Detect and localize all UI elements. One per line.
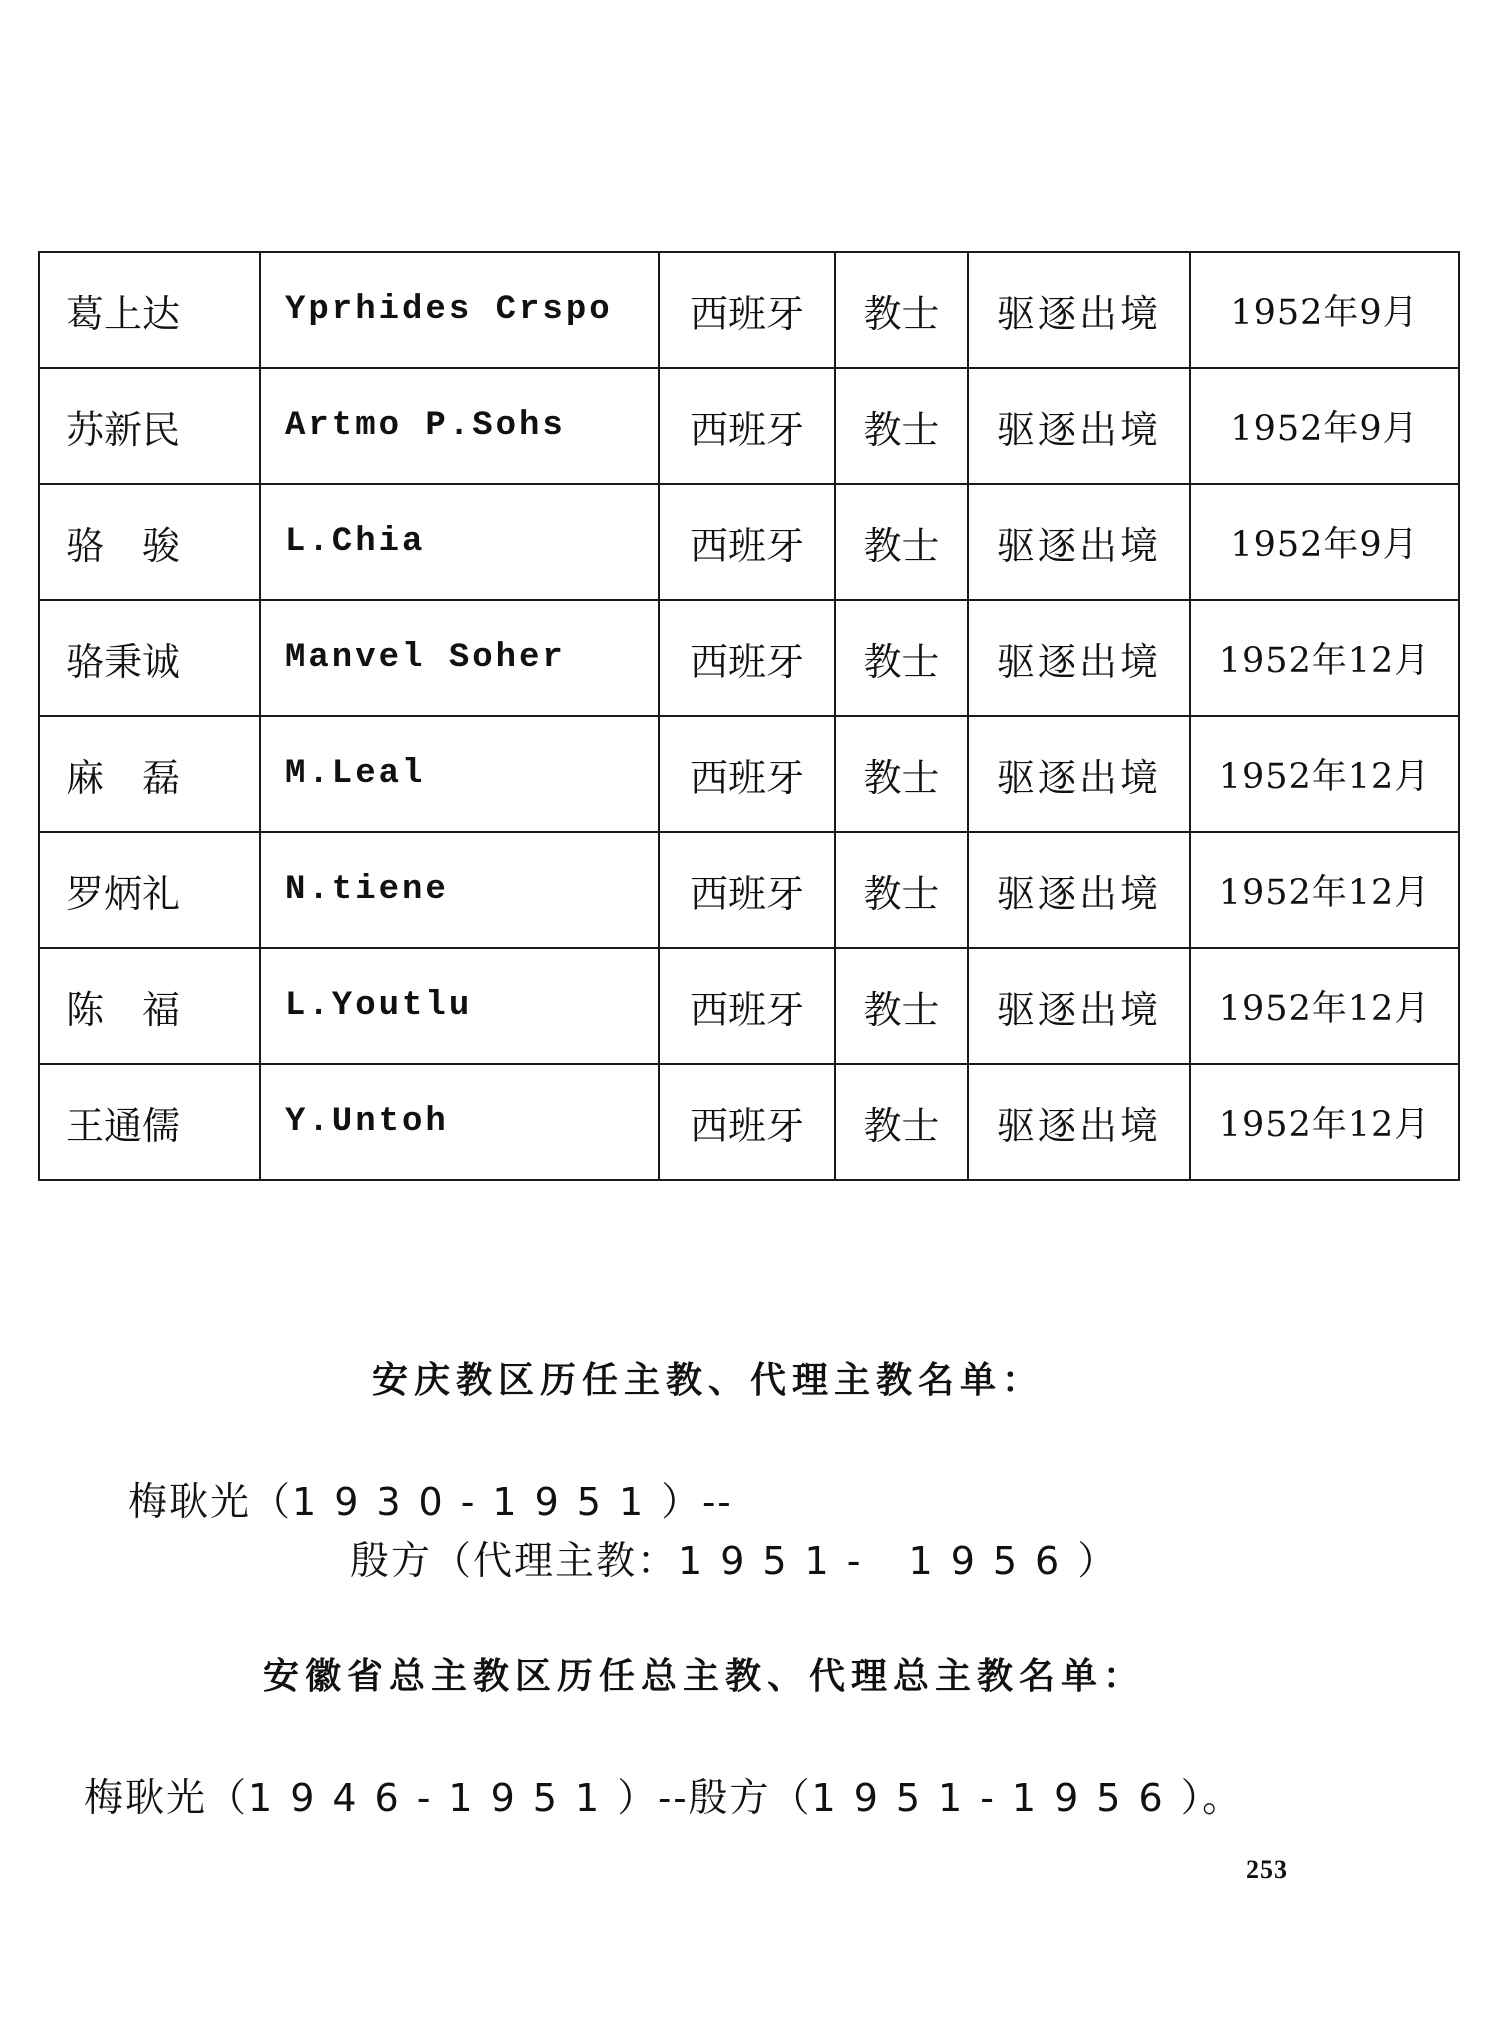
- table-row: [39, 368, 1459, 484]
- bishop-name: 梅耿光（: [128, 1480, 293, 1525]
- western-name-cell: Yprhides Crspo: [260, 252, 659, 368]
- chinese-name-cell: 苏新民: [39, 368, 260, 484]
- action-cell: 驱逐出境: [968, 252, 1190, 368]
- western-name-cell: M.Leal: [260, 716, 659, 832]
- table-row: [39, 948, 1459, 1064]
- date-cell: 1952年9月: [1190, 484, 1459, 600]
- table-row: [39, 252, 1459, 368]
- table-row: [39, 832, 1459, 948]
- bishop-line-tail: ）--: [661, 1480, 733, 1525]
- nationality-cell: 西班牙: [659, 484, 835, 600]
- nationality-cell: 西班牙: [659, 600, 835, 716]
- date-cell: 1952年9月: [1190, 368, 1459, 484]
- date-cell: 1952年12月: [1190, 948, 1459, 1064]
- action-cell: 驱逐出境: [968, 716, 1190, 832]
- status-cell: 教士: [835, 948, 968, 1064]
- anhui-archdiocese-heading: 安徽省总主教区历任总主教、代理总主教名单：: [263, 1656, 1146, 1697]
- status-cell: 教士: [835, 1064, 968, 1180]
- archbishop-years: 1946-1951: [248, 1776, 618, 1820]
- table-row: [39, 1064, 1459, 1180]
- chinese-name-cell: 陈 福: [39, 948, 260, 1064]
- anqing-diocese-heading: 安庆教区历任主教、代理主教名单：: [372, 1360, 1045, 1401]
- date-cell: 1952年12月: [1190, 600, 1459, 716]
- chinese-name-cell: 骆秉诚: [39, 600, 260, 716]
- acting-archbishop-years: 1951-1956: [811, 1776, 1181, 1820]
- status-cell: 教士: [835, 252, 968, 368]
- nationality-cell: 西班牙: [659, 716, 835, 832]
- nationality-cell: 西班牙: [659, 948, 835, 1064]
- action-cell: 驱逐出境: [968, 948, 1190, 1064]
- nationality-cell: 西班牙: [659, 1064, 835, 1180]
- status-cell: 教士: [835, 832, 968, 948]
- nationality-cell: 西班牙: [659, 368, 835, 484]
- chinese-name-cell: 王通儒: [39, 1064, 260, 1180]
- nationality-cell: 西班牙: [659, 832, 835, 948]
- acting-bishop-years: 1951- 1956: [678, 1539, 1078, 1583]
- chinese-name-cell: 葛上达: [39, 252, 260, 368]
- date-cell: 1952年12月: [1190, 832, 1459, 948]
- expelled-clergy-table: [38, 251, 1460, 1181]
- western-name-cell: Manvel Soher: [260, 600, 659, 716]
- western-name-cell: Y.Untoh: [260, 1064, 659, 1180]
- table-row: [39, 484, 1459, 600]
- action-cell: 驱逐出境: [968, 1064, 1190, 1180]
- anqing-bishop-line: [128, 1471, 733, 1527]
- archbishop-name: 梅耿光（: [84, 1776, 249, 1821]
- western-name-cell: N.tiene: [260, 832, 659, 948]
- chinese-name-cell: 麻 磊: [39, 716, 260, 832]
- archbishop-line-mid: ）--殷方（: [617, 1776, 812, 1821]
- date-cell: 1952年12月: [1190, 716, 1459, 832]
- action-cell: 驱逐出境: [968, 600, 1190, 716]
- table-row: [39, 600, 1459, 716]
- western-name-cell: Artmo P.Sohs: [260, 368, 659, 484]
- page-number: 253: [1246, 1855, 1288, 1884]
- chinese-name-cell: 骆 骏: [39, 484, 260, 600]
- status-cell: 教士: [835, 716, 968, 832]
- acting-bishop-name: 殷方（代理主教：: [350, 1539, 679, 1584]
- table-row: [39, 716, 1459, 832]
- bishop-years: 1930-1951: [292, 1480, 662, 1524]
- status-cell: 教士: [835, 368, 968, 484]
- action-cell: 驱逐出境: [968, 484, 1190, 600]
- action-cell: 驱逐出境: [968, 832, 1190, 948]
- status-cell: 教士: [835, 484, 968, 600]
- date-cell: 1952年12月: [1190, 1064, 1459, 1180]
- table-body: [39, 252, 1459, 1180]
- action-cell: 驱逐出境: [968, 368, 1190, 484]
- archbishop-line-tail: ）。: [1180, 1776, 1244, 1821]
- acting-bishop-line-tail: ）: [1077, 1539, 1119, 1584]
- nationality-cell: 西班牙: [659, 252, 835, 368]
- western-name-cell: L.Youtlu: [260, 948, 659, 1064]
- chinese-name-cell: 罗炳礼: [39, 832, 260, 948]
- western-name-cell: L.Chia: [260, 484, 659, 600]
- status-cell: 教士: [835, 600, 968, 716]
- anqing-acting-bishop-line: [350, 1530, 1118, 1586]
- anhui-archbishop-line: [84, 1767, 1243, 1823]
- date-cell: 1952年9月: [1190, 252, 1459, 368]
